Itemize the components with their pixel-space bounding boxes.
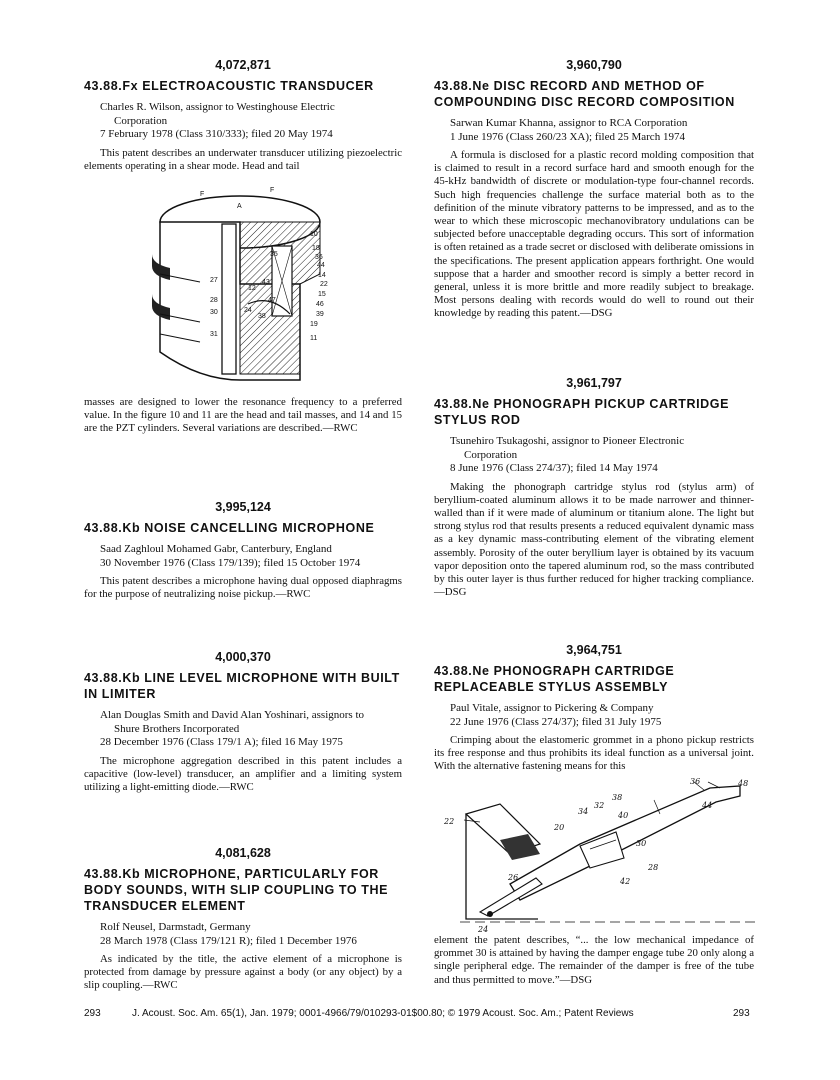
fig1-label: 22 [320,281,328,288]
fig1-label: 18 [312,245,320,252]
patent-title: 43.88.Fx ELECTROACOUSTIC TRANSDUCER [84,79,374,93]
fig1-label: 31 [210,331,218,338]
fig2-label: 38 [612,793,623,802]
patent-number: 3,960,790 [566,58,622,72]
fig2-label: 40 [618,811,629,820]
fig2-label: 36 [690,777,701,786]
patent-inventor: Sarwan Kumar Khanna, assignor to RCA Corporation [450,117,688,129]
patent-abstract: Making the phonograph cartridge stylus rod (stylus arm) of beryllium-coated aluminum allows it to be made narrower and thinner-walled than if it were made of aluminum or titanium alone. The light but strong stylus rod that results presents a reduced equivalent dynamic mass as a key dynamic mass-contributing element of the vibrating element assembly. Porosity of the outer beryllium layer is obtained by its vacuum vapor deposition onto the tapered aluminum rod, so the mass contributed by this outer layer is thus further reduced for higher tracking compliance.—DSG [434,480,754,599]
patent-abstract: As indicated by the title, the active element of a microphone is protected from damage by pressure against a body (or any object) by a slip coupling.—RWC [84,953,402,992]
patent-3960790 [434,58,754,321]
fig1-label: 36 [315,254,323,261]
patent-4072871 [84,58,402,173]
fig1-label: 28 [210,297,218,304]
patent-abstract: Crimping about the elastomeric grommet in a phono pickup restricts its free response and thus prohibits its ideal function as a universal joint. With the alternative fastening means for this [434,734,754,773]
page-number-right: 293 [733,1008,750,1019]
patent-title: 43.88.Kb NOISE CANCELLING MICROPHONE [84,521,375,535]
fig1-label: 12 [248,285,256,292]
patent-title: 43.88.Ne PHONOGRAPH CARTRIDGE REPLACEABLE STYLUS ASSEMBLY [434,664,675,694]
patent-number: 3,964,751 [566,643,622,657]
patent-3995124 [84,500,402,601]
patent-title: 43.88.Kb LINE LEVEL MICROPHONE WITH BUILT IN LIMITER [84,671,400,701]
patent-4000370 [84,650,402,794]
patent-title: 43.88.Ne DISC RECORD AND METHOD OF COMPOUNDING DISC RECORD COMPOSITION [434,79,735,109]
fig1-label: 44 [317,262,325,269]
patent-4081628 [84,846,402,993]
patent-abstract: The microphone aggregation described in this patent includes a capacitive (low-level) transducer, an amplifier and a limiting system utilizing a light-emitting diode.—RWC [84,754,402,793]
fig1-label: 14 [318,272,326,279]
fig2-label: 24 [478,925,489,934]
fig1-label: 11 [310,335,318,342]
fig1-label: F [270,187,275,194]
fig1-label: 46 [316,301,324,308]
patent-dates: 22 June 1976 (Class 274/37); filed 31 July 1975 [450,715,662,728]
patent-inventor: Alan Douglas Smith and David Alan Yoshinari, assignors to Shure Brothers Incorporated [100,709,364,735]
fig2-label: 28 [648,863,659,872]
patent-dates: 28 March 1978 (Class 179/121 R); filed 1 December 1976 [100,934,357,947]
fig1-label: 19 [310,321,318,328]
fig1-label: 27 [210,277,218,284]
page-footer [0,1008,840,1028]
patent-abstract: A formula is disclosed for a plastic record molding composition that is claimed to result in a record surface hard and smooth enough for the 45-kHz bandwidth of discrete or modulation-type four-channel records. Such high frequencies challenge the surface material both as to the definition of the minute vibratory patterns to be impressed, and as to the wear to which these microscopic mechanovibratory undulations can be subjected before unacceptable degrading occurs. This sort of information is often retained as a trade secret or disclosed with deliberate omissions in the specifications. The present application appears forthright. One would suppose that a harder and smoother record is simply a better record in general, unless it is more brittle and more readily subject to breakage. Most persons dealing with records would do well to round out their knowledge by reading this patent.—DSG [434,149,754,320]
patent-dates: 1 June 1976 (Class 260/23 XA); filed 25 March 1974 [450,130,685,143]
patent-3964751-cont [434,934,754,987]
fig2-label: 22 [444,817,455,826]
stylus-assembly-figure [440,774,766,934]
patent-number: 4,081,628 [215,846,271,860]
patent-inventor: Rolf Neusel, Darmstadt, Germany [100,921,251,933]
fig1-label: F [200,191,205,198]
patent-dates: 30 November 1976 (Class 179/139); filed 15 October 1974 [100,556,361,569]
fig2-label: 32 [594,801,605,810]
page-number-left: 293 [84,1008,101,1019]
patent-title: 43.88.Kb MICROPHONE, PARTICULARLY FOR BODY SOUNDS, WITH SLIP COUPLING TO THE TRANSDUCER ELEMENT [84,867,389,913]
patent-abstract-cont: masses are designed to lower the resonance frequency to a preferred value. In the figure 10 and 11 are the head and tail masses, and 14 and 15 are the PZT cylinders. Several variations are described.—RWC [84,396,402,435]
fig1-label: 35 [270,251,278,258]
patent-dates: 28 December 1976 (Class 179/1 A); filed 16 May 1975 [100,736,343,748]
fig2-label: 48 [738,779,749,788]
fig2-label: 44 [702,801,713,810]
fig2-label: 20 [554,823,565,832]
patent-number: 3,995,124 [215,500,271,514]
patent-inventor: Charles R. Wilson, assignor to Westinghouse Electric Corporation [100,101,335,127]
patent-inventor: Saad Zaghloul Mohamed Gabr, Canterbury, England [100,543,332,555]
fig2-label: 30 [636,839,647,848]
patent-3961797 [434,376,754,599]
fig1-label: 30 [210,309,218,316]
patent-dates: 8 June 1976 (Class 274/37); filed 14 May 1974 [450,462,658,474]
patent-number: 4,072,871 [215,58,271,72]
patent-abstract: This patent describes an underwater transducer utilizing piezoelectric elements operating in a shear mode. Head and tail [84,146,402,172]
patent-title: 43.88.Ne PHONOGRAPH PICKUP CARTRIDGE STYLUS ROD [434,397,730,427]
patent-number: 3,961,797 [566,376,622,390]
patent-abstract: This patent describes a microphone having dual opposed diaphragms for the purpose of neutralizing noise pickup.—RWC [84,575,402,601]
transducer-figure [140,184,350,396]
fig1-label: A [237,203,242,210]
fig2-label: 34 [578,807,589,816]
patent-inventor: Paul Vitale, assignor to Pickering & Company [450,702,654,714]
fig1-label: 39 [316,311,324,318]
fig1-label: 15 [318,291,326,298]
fig2-label: 42 [620,877,631,886]
fig2-label: 26 [508,873,519,882]
fig1-label: 24 [244,307,252,314]
fig1-label: 47 [268,297,276,304]
journal-citation: J. Acoust. Soc. Am. 65(1), Jan. 1979; 0001-4966/79/010293-01$00.80; © 1979 Acoust. Soc. Am.; Patent Reviews [132,1008,634,1019]
patent-number: 4,000,370 [215,650,271,664]
patent-4072871-cont [84,396,402,436]
patent-inventor: Tsunehiro Tsukagoshi, assignor to Pioneer Electronic Corporation [450,435,685,461]
fig1-label: 10 [310,231,318,238]
patent-dates: 7 February 1978 (Class 310/333); filed 20 May 1974 [100,128,333,140]
patent-abstract-cont: element the patent describes, “... the low mechanical impedance of grommet 30 is attained by having the damper engage tube 20 only along a single peripheral edge. The remainder of the damper is free of the tube and thus permitted to move.”—DSG [434,934,754,986]
fig1-label: 38 [258,313,266,320]
fig1-label: 43 [262,279,270,286]
patent-3964751 [434,643,754,774]
